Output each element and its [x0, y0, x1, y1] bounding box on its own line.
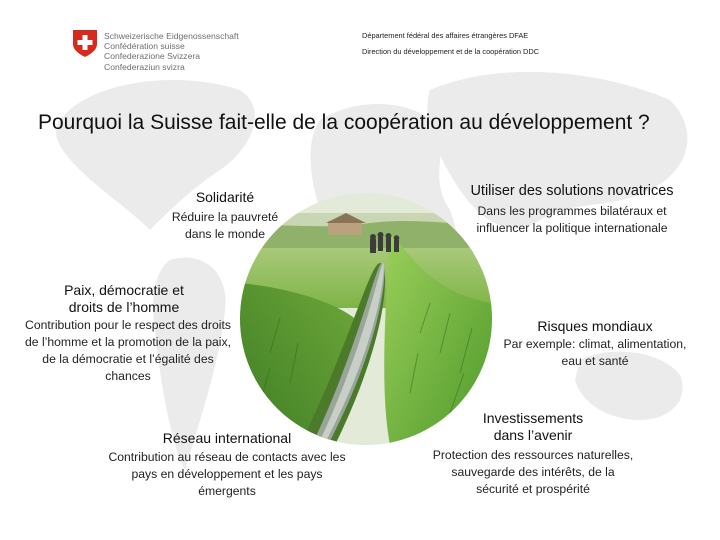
point-solutions-line: Dans les programmes bilatéraux et: [477, 204, 667, 218]
point-solutions-text: [442, 203, 702, 237]
directorate-name: Direction du développement et de la coopération DDC: [362, 47, 540, 56]
point-reseau-line: émergents: [198, 484, 256, 498]
point-reseau-heading: Réseau international: [162, 430, 292, 446]
point-reseau-line: Contribution au réseau de contacts avec les: [108, 450, 346, 464]
point-paix-heading-line: Paix, démocratie et: [64, 282, 184, 298]
point-risques-text: [480, 336, 710, 370]
point-solutions-heading: Utiliser des solutions novatrices: [470, 183, 674, 199]
slide-title: Pourquoi la Suisse fait-elle de la coopération au développement ?: [38, 111, 650, 134]
department-name: Département fédéral des affaires étrangères DFAE: [362, 31, 529, 40]
point-investissements-line: sauvegarde des intérêts, de la: [451, 465, 615, 479]
point-paix-text: [2, 317, 254, 385]
point-solidarite-text: [140, 209, 310, 243]
point-reseau: [82, 430, 372, 500]
point-paix-line: de la démocratie et l’égalité des: [42, 352, 214, 366]
swiss-cross-emblem-icon: [70, 28, 100, 58]
point-solidarite-line: Réduire la pauvreté: [171, 210, 279, 224]
point-paix-heading-line: droits de l’homme: [68, 299, 180, 315]
point-paix-heading: [0, 282, 254, 316]
point-risques-line: eau et santé: [561, 354, 629, 368]
point-paix-line: Contribution pour le respect des droits: [25, 318, 231, 332]
point-solidarite-heading: Solidarité: [195, 189, 255, 205]
point-solutions-line: influencer la politique internationale: [476, 221, 668, 235]
point-paix: [2, 282, 254, 385]
point-reseau-text: [82, 449, 372, 500]
point-paix-line: chances: [105, 369, 151, 383]
federal-names: [104, 31, 239, 72]
point-investissements-heading: [408, 410, 658, 444]
point-investissements-heading-line: Investissements: [482, 410, 584, 426]
point-investissements-line: Protection des ressources naturelles,: [432, 448, 634, 462]
point-solidarite-line: dans le monde: [185, 227, 265, 241]
point-investissements-text: [408, 447, 658, 498]
point-paix-line: de l’homme et la promotion de la paix,: [25, 335, 231, 349]
point-risques: [480, 318, 710, 370]
point-investissements: [408, 410, 658, 498]
point-investissements-heading-line: dans l’avenir: [493, 427, 573, 443]
point-risques-line: Par exemple: climat, alimentation,: [503, 337, 687, 351]
point-solutions: [442, 183, 702, 237]
point-investissements-line: sécurité et prospérité: [476, 482, 590, 496]
point-reseau-line: pays en développement et les pays: [131, 467, 323, 481]
federal-name-de: Schweizerische Eidgenossenschaft: [104, 31, 239, 41]
point-solidarite: [140, 189, 310, 243]
federal-name-fr: Confédération suisse: [104, 41, 185, 52]
federal-name-it: Confederazione Svizzera: [104, 51, 201, 62]
point-risques-heading: Risques mondiaux: [537, 318, 653, 334]
federal-name-rm: Confederaziun svizra: [104, 61, 185, 72]
